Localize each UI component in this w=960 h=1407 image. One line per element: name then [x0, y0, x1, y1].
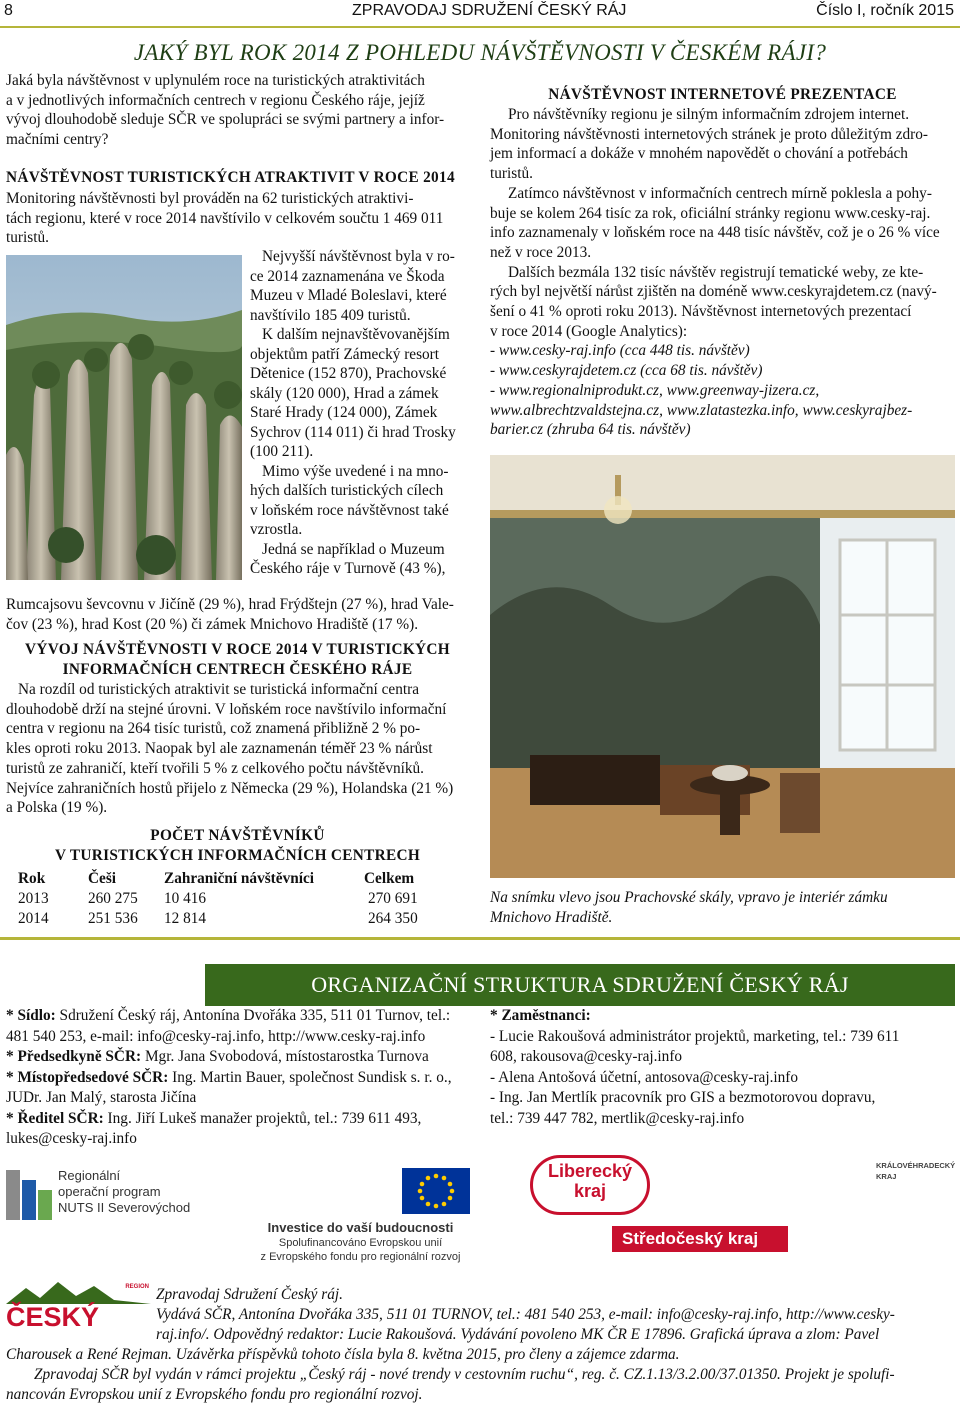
attractions-paragraph [6, 189, 469, 248]
attractions-heading: NÁVŠTĚVNOST TURISTICKÝCH ATRAKTIVIT V ROCE 2014 [6, 169, 455, 186]
employees-heading: * Zaměstnanci: [490, 1007, 591, 1024]
org-line [6, 1129, 476, 1150]
internet-line: Zatímco návštěvnost v informačních centrech mírně poklesla a pohy- [508, 184, 932, 202]
after-wrap-paragraph [6, 595, 469, 634]
internet-line: info zaznamenaly v loňském roce na 448 tisíc návštěv, což je o 26 % více [490, 224, 940, 242]
caption-line: Na snímku vlevo jsou Prachovské skály, vpravo je interiér zámku [490, 889, 888, 906]
org-left-block [6, 1006, 476, 1150]
intro-paragraph [6, 71, 469, 150]
org-line [6, 1047, 476, 1068]
khk-logo [876, 1160, 956, 1200]
ic-line: Na rozdíl od turistických atraktivit se turistická informační centra [18, 681, 419, 698]
ic-heading-line: INFORMAČNÍCH CENTRECH ČESKÉHO RÁJE [62, 660, 413, 678]
page-header [0, 0, 960, 26]
eu-logo [248, 1168, 473, 1268]
colophon [6, 1285, 956, 1405]
liberecky-text: kraj [573, 1181, 607, 1201]
org-right-block [490, 1006, 955, 1129]
web-line: www.albrechtzvaldstejna.cz, www.zlatastezka.info, www.ceskyrajbez- [490, 401, 913, 419]
employee-line: - Alena Antošová účetní, antosova@cesky-raj.info [490, 1068, 799, 1086]
table-cell: 270 691 [368, 890, 418, 907]
org-line [6, 1109, 476, 1130]
attractions-line: tách regionu, které v roce 2014 navštívilo v celkovém součtu 1 469 011 [6, 209, 444, 227]
org-text: Ing. Jiří Lukeš manažer projektů, tel.: 739 611 493, [103, 1109, 422, 1127]
colophon-line: Charousek a René Rejman. Uzávěrka příspěvků tohoto čísla byla 8. května 2015, pro členy a zájemce zdarma. [6, 1346, 680, 1363]
table-heading [6, 826, 469, 865]
intro-line: mačními centry? [6, 131, 109, 149]
article-title: JAKÝ BYL ROK 2014 Z POHLEDU NÁVŠTĚVNOSTI V ČESKÉM RÁJI? [133, 40, 827, 65]
intro-line: vývoj dlouhodobě sleduje SČR ve spolupráci se svými partnery a infor- [6, 111, 445, 129]
khk-text: KRÁLOVÉHRADECKÝ [876, 1161, 956, 1170]
internet-heading: NÁVŠTĚVNOST INTERNETOVÉ PREZENTACE [548, 86, 897, 103]
employee-line: tel.: 739 447 782, mertlik@cesky-raj.info [490, 1109, 745, 1127]
attractions-line: Monitoring návštěvnosti byl prováděn na 62 turistických atraktivi- [6, 190, 414, 207]
liberecky-text: Liberecký [547, 1161, 633, 1181]
wrap-paragraph [250, 247, 469, 579]
org-line [6, 1006, 476, 1027]
photo-caption [490, 888, 955, 928]
wrap-line: Muzeu v Mladé Boleslavi, které [250, 287, 447, 304]
chateau-interior-photo [490, 455, 955, 878]
wrap-line: Českého ráje v Turnově (43 %), [250, 560, 446, 577]
table-row [18, 889, 438, 909]
ic-line: centra v regionu na 264 tisíc turistů, což znamená přibližně 2 % po- [6, 720, 421, 738]
employee-line: - Lucie Rakoušová administrátor projektů, marketing, tel.: 739 611 [490, 1027, 900, 1045]
wrap-line: Dětenice (152 870), Prachovské [250, 365, 447, 382]
eu-text: z Evropského fondu pro regionální rozvoj [260, 1251, 461, 1263]
internet-line: buje se kolem 264 tisíc za rok, oficiální stránky regionu www.cesky-raj. [490, 204, 931, 222]
visitor-table [18, 869, 438, 929]
internet-line: turistů. [490, 165, 533, 183]
rop-symbol-icon [6, 1170, 52, 1220]
wrap-line: Staré Hrady (124 000), Zámek [250, 404, 438, 421]
org-label: * Místopředsedové SČR: [6, 1068, 169, 1086]
table-heading-line: V TURISTICKÝCH INFORMAČNÍCH CENTRECH [54, 846, 421, 864]
stredocesky-text: Středočeský kraj [622, 1229, 759, 1248]
intro-line: Jaká byla návštěvnost v uplynulém roce na turistických atraktivitách [6, 72, 425, 89]
khk-text: KRAJ [876, 1172, 897, 1181]
table-header-cell: Celkem [364, 870, 415, 887]
web-line: - www.cesky-raj.info (cca 448 tis. návštěv) [490, 342, 750, 360]
org-line [6, 1027, 476, 1048]
intro-line: a v jednotlivých informačních centrech v regionu Českého ráje, jejíž [6, 91, 425, 109]
ic-line: Nejvíce zahraničních hostů přijelo z Německa (29 %), Holandska (21 %) [6, 779, 454, 797]
web-line: - www.ceskyrajdetem.cz (cca 68 tis. návštěv) [490, 362, 763, 380]
org-text: 481 540 253, e-mail: info@cesky-raj.info, http://www.cesky-raj.info [6, 1027, 426, 1045]
internet-line: Pro návštěvníky regionu je silným informačním zdrojem internet. [508, 106, 910, 123]
eu-text: Investice do vaší budoucnosti [267, 1220, 454, 1235]
table-cell: 260 275 [88, 890, 138, 907]
table-header-cell: Češi [88, 870, 117, 887]
org-line [6, 1088, 476, 1109]
header-rule [0, 26, 960, 28]
table-cell: 251 536 [88, 910, 138, 927]
wrap-line: Mimo výše uvedené i na mno- [262, 462, 449, 480]
web-line: barier.cz (zhruba 64 tis. návštěv) [490, 421, 691, 439]
org-label: * Ředitel SČR: [6, 1109, 104, 1127]
internet-line: jem informací a dokáže v mnohém napovědět o chování a potřebách [490, 145, 908, 163]
after-wrap-line: Rumcajsovu ševcovnu v Jičíně (29 %), hrad Frýdštejn (27 %), hrad Vale- [6, 596, 454, 613]
table-cell: 2013 [18, 890, 49, 907]
wrap-line: Sychrov (114 011) či hrad Trosky [250, 423, 456, 441]
table-cell: 10 416 [164, 890, 207, 907]
eu-flag-icon [402, 1168, 470, 1214]
wrap-line: skály (120 000), Hrad a zámek [250, 384, 439, 402]
colophon-line: Zpravodaj SČR byl vydán v rámci projektu „Český ráj - nové trendy v cestovním ruchu“, reg. č. CZ.1.13/3.2.00/37.01350. Projekt je spolufi- [34, 1366, 895, 1383]
rop-text: Regionální [58, 1168, 121, 1183]
internet-line: než v roce 2013. [490, 243, 592, 261]
table-cell: 264 350 [368, 910, 418, 927]
caption-line: Mnichovo Hradiště. [490, 909, 613, 926]
after-wrap-line: čov (23 %), hrad Kost (20 %) či zámek Mnichovo Hradiště (17 %). [6, 615, 419, 633]
ic-line: turistů ze zahraničí, kteří tvořili 5 % z celkového počtu návštěvníků. [6, 759, 424, 777]
rock-illustration [6, 255, 242, 580]
rop-text: operační program [58, 1184, 161, 1199]
eu-text: Spolufinancováno Evropskou unií [278, 1237, 443, 1249]
wrap-line: v loňském roce návštěvnost také [250, 501, 449, 519]
internet-line: rých byl největší nárůst zjištěn na doméně www.ceskyrajdetem.cz (navý- [490, 283, 937, 301]
colophon-line: raj.info/. Odpovědný redaktor: Lucie Rakoušová. Vydávání povoleno MK ČR E 17896. Grafická úprava a zlom: Pavel [156, 1326, 880, 1343]
section-divider [0, 937, 960, 940]
internet-line: Monitoring návštěvnosti internetových stránek je proto důležitým zdro- [490, 125, 928, 143]
ic-heading-line: VÝVOJ NÁVŠTĚVNOSTI V ROCE 2014 V TURISTICKÝCH [25, 641, 450, 658]
wrap-line: Nejvyšší návštěvnost byla v ro- [262, 248, 455, 265]
publication-name: ZPRAVODAJ SDRUŽENÍ ČESKÝ RÁJ [352, 2, 627, 19]
wrap-line: K dalším nejnavštěvovanějším [262, 326, 450, 343]
table-heading-line: POČET NÁVŠTĚVNÍKŮ [150, 827, 325, 844]
internet-paragraph [490, 105, 955, 440]
wrap-line: vzrostla. [250, 521, 303, 538]
prachov-rocks-photo [6, 255, 242, 580]
table-cell: 12 814 [164, 910, 207, 927]
web-line: - www.regionalniprodukt.cz, www.greenway-jizera.cz, [490, 381, 820, 399]
employee-line: 608, rakousova@cesky-raj.info [490, 1048, 683, 1065]
rop-text: NUTS II Severovýchod [58, 1200, 191, 1215]
internet-line: šení o 41 % oproti roku 2013). Návštěvnost internetových prezentací [490, 303, 912, 321]
page-number: 8 [4, 2, 13, 19]
ic-heading [6, 640, 469, 679]
ic-line: kles oproti roku 2013. Naopak byl ale zaznamenán téměř 23 % nárůst [6, 740, 433, 758]
rop-logo [6, 1164, 194, 1226]
org-text: JUDr. Jan Malý, starosta Jičína [6, 1089, 197, 1106]
interior-illustration [490, 455, 955, 878]
wrap-line: objektům patří Zámecký resort [250, 345, 440, 363]
ic-paragraph [6, 680, 469, 818]
org-text: lukes@cesky-raj.info [6, 1130, 137, 1147]
web-list [490, 341, 955, 440]
table-header-cell: Rok [18, 870, 46, 887]
liberecky-kraj-logo [530, 1155, 650, 1215]
colophon-line: nancován Evropskou unií z Evropského fondu pro regionální rozvoj. [6, 1386, 423, 1403]
employee-line: - Ing. Jan Mertlík pracovník pro GIS a bezmotorovou dopravu, [490, 1089, 876, 1106]
org-line [6, 1068, 476, 1089]
stredocesky-kraj-logo [612, 1226, 788, 1252]
org-text: Ing. Martin Bauer, společnost Sundisk s. r. o., [168, 1068, 452, 1086]
wrap-line: ce 2014 zaznamenána ve Škoda [250, 267, 445, 285]
cesky-raj-text: ČESKÝ [6, 1302, 100, 1332]
ic-line: a Polska (19 %). [6, 799, 108, 817]
org-label: * Sídlo: [6, 1007, 56, 1024]
table-row [18, 909, 438, 929]
wrap-line: hých dalších turistických cílech [250, 482, 444, 499]
colophon-line: Vydává SČR, Antonína Dvořáka 335, 511 01 TURNOV, tel.: 481 540 253, e-mail: info@cesky-raj.info, http://www.cesky- [156, 1306, 895, 1323]
org-text: Sdružení Český ráj, Antonína Dvořáka 335, 511 01 Turnov, tel.: [55, 1007, 451, 1024]
attractions-line: turistů. [6, 229, 49, 247]
ic-line: dlouhodobě drží na stejné úrovni. V loňském roce navštívilo informační [6, 700, 447, 718]
wrap-line: (100 211). [250, 443, 314, 460]
org-label: * Předsedkyně SČR: [6, 1048, 142, 1065]
wrap-line: Jedná se například o Muzeum [262, 540, 445, 558]
table-header-cell: Zahraniční návštěvníci [164, 870, 315, 887]
table-cell: 2014 [18, 910, 49, 927]
org-section-title: ORGANIZAČNÍ STRUKTURA SDRUŽENÍ ČESKÝ RÁJ [205, 964, 955, 1006]
table-header-row [18, 869, 438, 889]
cesky-raj-small-text: REGION [125, 1284, 149, 1290]
internet-line: Dalších bezmála 132 tisíc návštěv registrují tematické weby, ze kte- [508, 263, 924, 281]
internet-line: v roce 2014 (Google Analytics): [490, 322, 688, 340]
wrap-line: navštívilo 185 409 turistů. [250, 306, 411, 324]
issue-number: Číslo I, ročník 2015 [816, 2, 954, 19]
colophon-line: Zpravodaj Sdružení Český ráj. [156, 1286, 343, 1303]
org-text: Mgr. Jana Svobodová, místostarostka Turnova [141, 1048, 429, 1065]
